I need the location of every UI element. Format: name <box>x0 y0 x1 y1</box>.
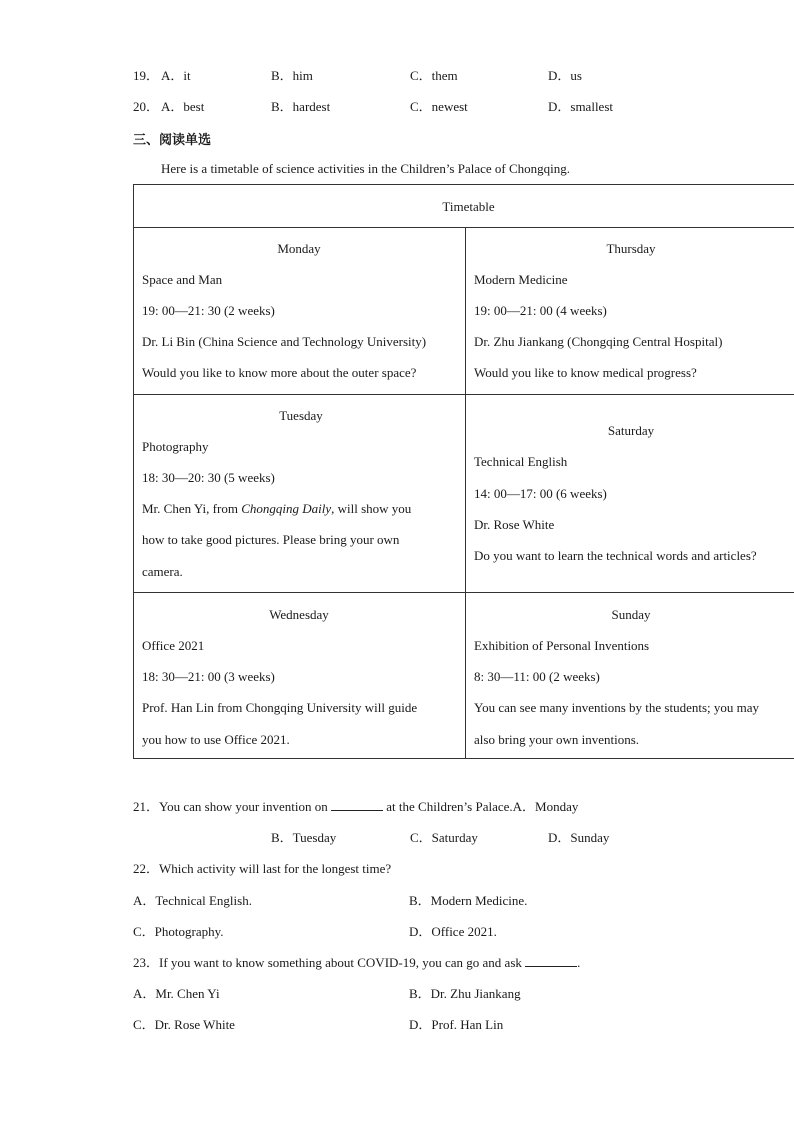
activity-name: Office 2021 <box>142 638 205 653</box>
row-divider <box>134 394 794 395</box>
q19-option-c[interactable]: C．them <box>410 68 458 83</box>
q20-option-b[interactable]: B．hardest <box>271 99 331 114</box>
answer-blank <box>525 955 577 967</box>
timetable <box>133 184 794 759</box>
activity-name: Exhibition of Personal Inventions <box>474 638 650 653</box>
answer-blank <box>331 799 383 811</box>
question-stem-end: at the Children’s Palace. <box>386 799 513 814</box>
activity-time: 8: 30—11: 00 (2 weeks) <box>474 669 600 684</box>
passage-intro: Here is a timetable of science activities in the Children’s Palace of Chongqing. <box>161 161 571 176</box>
q23-option-b[interactable]: B．Dr. Zhu Jiankang <box>409 986 521 1001</box>
q21-option-a[interactable]: A．Monday <box>512 799 579 814</box>
question-stem: You can show your invention on <box>159 799 328 814</box>
question-number: 22． <box>133 861 160 876</box>
q22-option-a[interactable]: A．Technical English. <box>133 893 252 908</box>
question-number: 23． <box>133 955 160 970</box>
activity-name: Photography <box>142 439 209 454</box>
question-22 <box>133 861 391 877</box>
day-heading: Thursday <box>606 241 656 256</box>
column-divider <box>465 227 466 758</box>
activity-time: 18: 30—21: 00 (3 weeks) <box>142 669 275 684</box>
activity-description-end: also bring your own inventions. <box>474 732 640 747</box>
question-stem: If you want to know something about COVID-19, you can go and ask <box>159 955 522 970</box>
q19-option-a[interactable]: A．it <box>161 68 191 83</box>
activity-description: how to take good pictures. Please bring your own <box>142 532 400 547</box>
activity-teacher: Dr. Li Bin (China Science and Technology University) <box>142 334 427 349</box>
day-heading: Monday <box>277 241 321 256</box>
q20-option-d[interactable]: D．smallest <box>548 99 613 114</box>
question-stem: Which activity will last for the longest time? <box>159 861 392 876</box>
activity-name: Space and Man <box>142 272 223 287</box>
q23-option-a[interactable]: A．Mr. Chen Yi <box>133 986 220 1001</box>
question-19 <box>133 68 159 84</box>
activity-teacher: Dr. Zhu Jiankang (Chongqing Central Hospital) <box>474 334 723 349</box>
question-number: 20． <box>133 99 160 114</box>
timetable-title: Timetable <box>134 185 794 228</box>
activity-description: You can see many inventions by the students; you may <box>474 700 760 715</box>
activity-description-end: camera. <box>142 564 183 579</box>
activity-time: 14: 00—17: 00 (6 weeks) <box>474 486 607 501</box>
q20-option-c[interactable]: C．newest <box>410 99 468 114</box>
q21-option-b[interactable]: B．Tuesday <box>271 830 337 845</box>
q23-option-c[interactable]: C．Dr. Rose White <box>133 1017 235 1032</box>
question-number: 19． <box>133 68 160 83</box>
activity-description: you how to use Office 2021. <box>142 732 290 747</box>
day-heading: Sunday <box>611 607 651 622</box>
activity-name: Technical English <box>474 454 568 469</box>
activity-description: Would you like to know medical progress? <box>474 365 697 380</box>
activity-teacher <box>142 501 411 517</box>
q21-option-d[interactable]: D．Sunday <box>548 830 610 845</box>
q19-option-d[interactable]: D．us <box>548 68 582 83</box>
q21-option-c[interactable]: C．Saturday <box>410 830 478 845</box>
day-heading: Saturday <box>607 423 655 438</box>
question-21 <box>133 799 578 815</box>
q20-option-a[interactable]: A．best <box>161 99 205 114</box>
question-stem-end: . <box>577 955 581 970</box>
day-heading: Wednesday <box>269 607 329 622</box>
activity-time: 19: 00—21: 00 (4 weeks) <box>474 303 607 318</box>
teacher-text-end: , will show you <box>331 501 412 516</box>
question-number: 21． <box>133 799 160 814</box>
activity-teacher: Prof. Han Lin from Chongqing University will guide <box>142 700 418 715</box>
activity-teacher: Dr. Rose White <box>474 517 555 532</box>
teacher-text: Mr. Chen Yi, from <box>142 501 242 516</box>
activity-time: 18: 30—20: 30 (5 weeks) <box>142 470 275 485</box>
activity-name: Modern Medicine <box>474 272 568 287</box>
activity-description: Would you like to know more about the outer space? <box>142 365 417 380</box>
q22-option-b[interactable]: B．Modern Medicine. <box>409 893 528 908</box>
newspaper-name: Chongqing Daily <box>241 501 332 516</box>
q22-option-c[interactable]: C．Photography. <box>133 924 224 939</box>
activity-description: Do you want to learn the technical words and articles? <box>474 548 757 563</box>
question-20 <box>133 99 159 115</box>
activity-time: 19: 00—21: 30 (2 weeks) <box>142 303 275 318</box>
q23-option-d[interactable]: D．Prof. Han Lin <box>409 1017 504 1032</box>
day-heading: Tuesday <box>279 408 323 423</box>
q22-option-d[interactable]: D．Office 2021. <box>409 924 497 939</box>
question-23 <box>133 955 580 971</box>
row-divider <box>134 592 794 593</box>
section-title: 三、阅读单选 <box>133 133 212 148</box>
q19-option-b[interactable]: B．him <box>271 68 313 83</box>
